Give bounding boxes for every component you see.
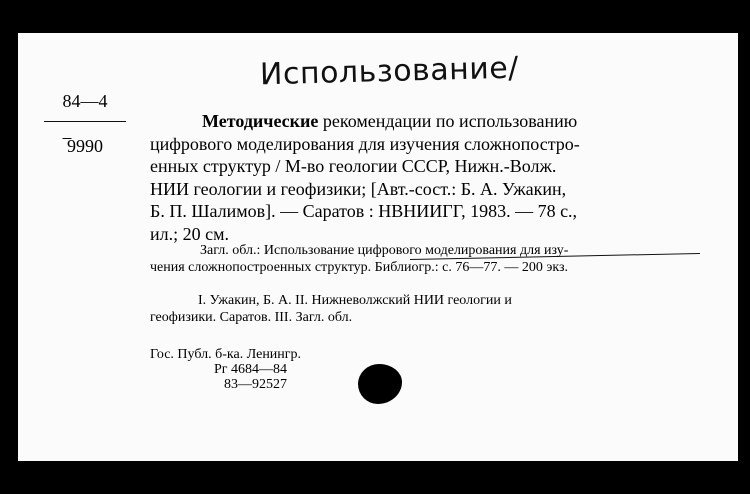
- shelf-mark-bottom: ̅9990: [67, 136, 103, 156]
- library-code-1: Рг 4684—84: [214, 362, 288, 377]
- tracings-line-2: геофизики. Саратов. III. Загл. обл.: [150, 310, 353, 325]
- handwritten-annotation: Использование/: [259, 50, 520, 93]
- entry-lead-word: Методические: [202, 111, 319, 131]
- tracings-line-1: I. Ужакин, Б. А. II. Нижневолжский НИИ геологии и: [198, 293, 512, 308]
- library-name: Гос. Публ. б-ка. Ленингр.: [150, 347, 302, 362]
- tracings-section: [150, 292, 710, 326]
- entry-line-1: [150, 110, 710, 133]
- library-stamp: [150, 347, 301, 392]
- entry-line-2: цифрового моделирования для изучения сложнопостро-: [150, 133, 580, 154]
- entry-line-4: НИИ геологии и геофизики; [Авт.-сост.: Б. А. Ужакин,: [150, 178, 567, 199]
- shelf-mark-divider: [44, 121, 126, 122]
- entry-line-5: Б. П. Шалимов]. — Саратов : НВНИИГГ, 1983. — 78 с.,: [150, 201, 578, 221]
- notes-line-2: чения сложнопостроенных структур. Библиогр.: с. 76—77. — 200 экз.: [150, 260, 568, 275]
- entry-line-6: ил.; 20 см.: [150, 223, 229, 244]
- entry-line-1-text: рекомендации по использованию: [322, 111, 578, 131]
- entry-line-3: енных структур / М-во геологии СССР, Нижн.-Волж.: [150, 156, 557, 176]
- library-code-2: 83—92527: [224, 377, 287, 392]
- shelf-mark-top: 84—4: [62, 91, 108, 111]
- bibliographic-entry: [150, 110, 710, 245]
- notes-line-1: Загл. обл.: Использование цифрового моделирования для изу-: [200, 243, 569, 258]
